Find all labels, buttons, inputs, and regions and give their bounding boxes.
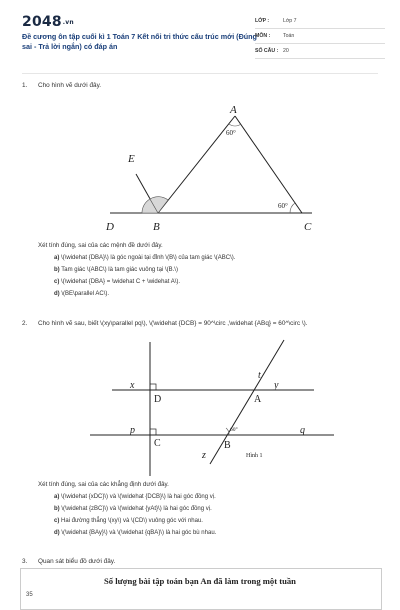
label-t: t <box>258 370 261 381</box>
q1-text: Cho hình vẽ dưới đây. <box>38 82 102 89</box>
line-BA <box>158 116 235 213</box>
q2-option-c <box>54 518 203 524</box>
option-letter: d) <box>54 530 60 536</box>
q1-option-b <box>54 267 178 273</box>
meta-row-class <box>255 14 385 29</box>
document-title: Đề cương ôn tập cuối kì 1 Toán 7 Kết nối tri thức cấu trúc mới (Đúng sai - Trả lời ngắn) có đáp án <box>22 32 257 51</box>
angle-C-arc <box>290 203 295 213</box>
label-q: q <box>300 425 305 436</box>
option-text: \(\widehat {xDC}\) và \(\widehat {DCB}\) là hai góc đồng vị. <box>59 494 216 500</box>
label-D: D <box>106 221 114 233</box>
line-zt <box>210 340 284 464</box>
q1-figure <box>90 98 330 238</box>
option-letter: b) <box>54 506 60 512</box>
option-text: \(BE\parallel AC\). <box>59 291 110 297</box>
option-letter: b) <box>54 267 60 273</box>
line-AC <box>235 116 302 213</box>
logo-text: 2048 <box>22 14 62 30</box>
option-text: Hai đường thẳng \(xy\) và \(CD\) vuông góc với nhau. <box>59 518 203 524</box>
label-C: C <box>304 221 312 233</box>
chart-title: Số lượng bài tập toán bạn An đã làm trong một tuần <box>104 576 296 586</box>
option-text: \(\widehat {BAy}\) và \(\widehat {qBA}\) là hai góc bù nhau. <box>59 530 217 536</box>
option-letter: a) <box>54 255 60 261</box>
option-text: \(\widehat {DBA} = \widehat C + \widehat A\). <box>59 279 181 285</box>
meta-row-count <box>255 44 385 59</box>
q2-option-a <box>54 494 216 500</box>
angle-A-arc <box>229 124 241 126</box>
label-y: y <box>274 380 279 391</box>
label-B: B <box>153 221 160 233</box>
meta-value: 20 <box>283 48 289 54</box>
document-header <box>0 0 400 72</box>
label-A: A <box>254 394 262 405</box>
q1-option-c <box>54 279 180 285</box>
q1-option-d <box>54 291 109 297</box>
label-C: C <box>154 438 161 449</box>
label-B: B <box>224 440 231 451</box>
label-z: z <box>202 450 206 461</box>
q2-stem: Xét tính đúng, sai của các khẳng định dưới đây. <box>38 481 169 488</box>
option-text: \(\widehat {DBA}\) là góc ngoài tại đỉnh \(B\) của tam giác \(ABC\). <box>59 255 236 261</box>
q2-option-b <box>54 506 212 512</box>
chart-frame <box>20 568 382 610</box>
option-text: Tam giác \(ABC\) là tam giác vuông tại \(B.\) <box>59 267 178 273</box>
header-divider <box>22 73 378 74</box>
label-E: E <box>128 153 135 165</box>
q3-text: Quan sát biểu đồ dưới đây. <box>38 558 116 565</box>
meta-value: Lớp 7 <box>283 18 297 24</box>
figure-caption: Hình 1 <box>246 453 263 459</box>
label-p: p <box>130 425 135 436</box>
site-logo[interactable] <box>22 14 74 30</box>
meta-value: Toán <box>283 33 295 39</box>
label-angle-C: 60° <box>278 202 288 210</box>
q2-text: Cho hình vẽ sau, biết \(xy\parallel pq\), \(\widehat {DCB} = 90^\circ ,\widehat {ABq} = 60^\circ \). <box>38 320 308 327</box>
label-angle-A: 60° <box>226 129 236 137</box>
q3-number: 3. <box>22 558 28 565</box>
chart-y-tick: 35 <box>26 592 33 598</box>
option-letter: a) <box>54 494 60 500</box>
option-letter: c) <box>54 279 60 285</box>
meta-key: LỚP : <box>255 18 270 24</box>
option-text: \(\widehat {zBC}\) và \(\widehat {yAt}\) là hai góc đồng vị. <box>59 506 212 512</box>
option-letter: c) <box>54 518 60 524</box>
logo-suffix: .vn <box>62 19 74 26</box>
label-x: x <box>130 380 135 391</box>
meta-key: MÔN : <box>255 33 271 39</box>
q2-figure <box>86 338 342 478</box>
label-D: D <box>154 394 162 405</box>
q1-number: 1. <box>22 82 28 89</box>
document-meta <box>255 14 385 59</box>
right-angle-D <box>150 384 156 390</box>
q2-option-d <box>54 530 216 536</box>
meta-row-subject <box>255 29 385 44</box>
q2-number: 2. <box>22 320 28 327</box>
option-letter: d) <box>54 291 60 297</box>
q1-stem: Xét tính đúng, sai của các mệnh đề dưới đây. <box>38 242 163 249</box>
label-angle: 60° <box>230 427 238 433</box>
meta-key: SỐ CÂU : <box>255 48 279 54</box>
label-A: A <box>230 104 237 116</box>
q1-option-a <box>54 255 235 261</box>
right-angle-C <box>150 429 156 435</box>
